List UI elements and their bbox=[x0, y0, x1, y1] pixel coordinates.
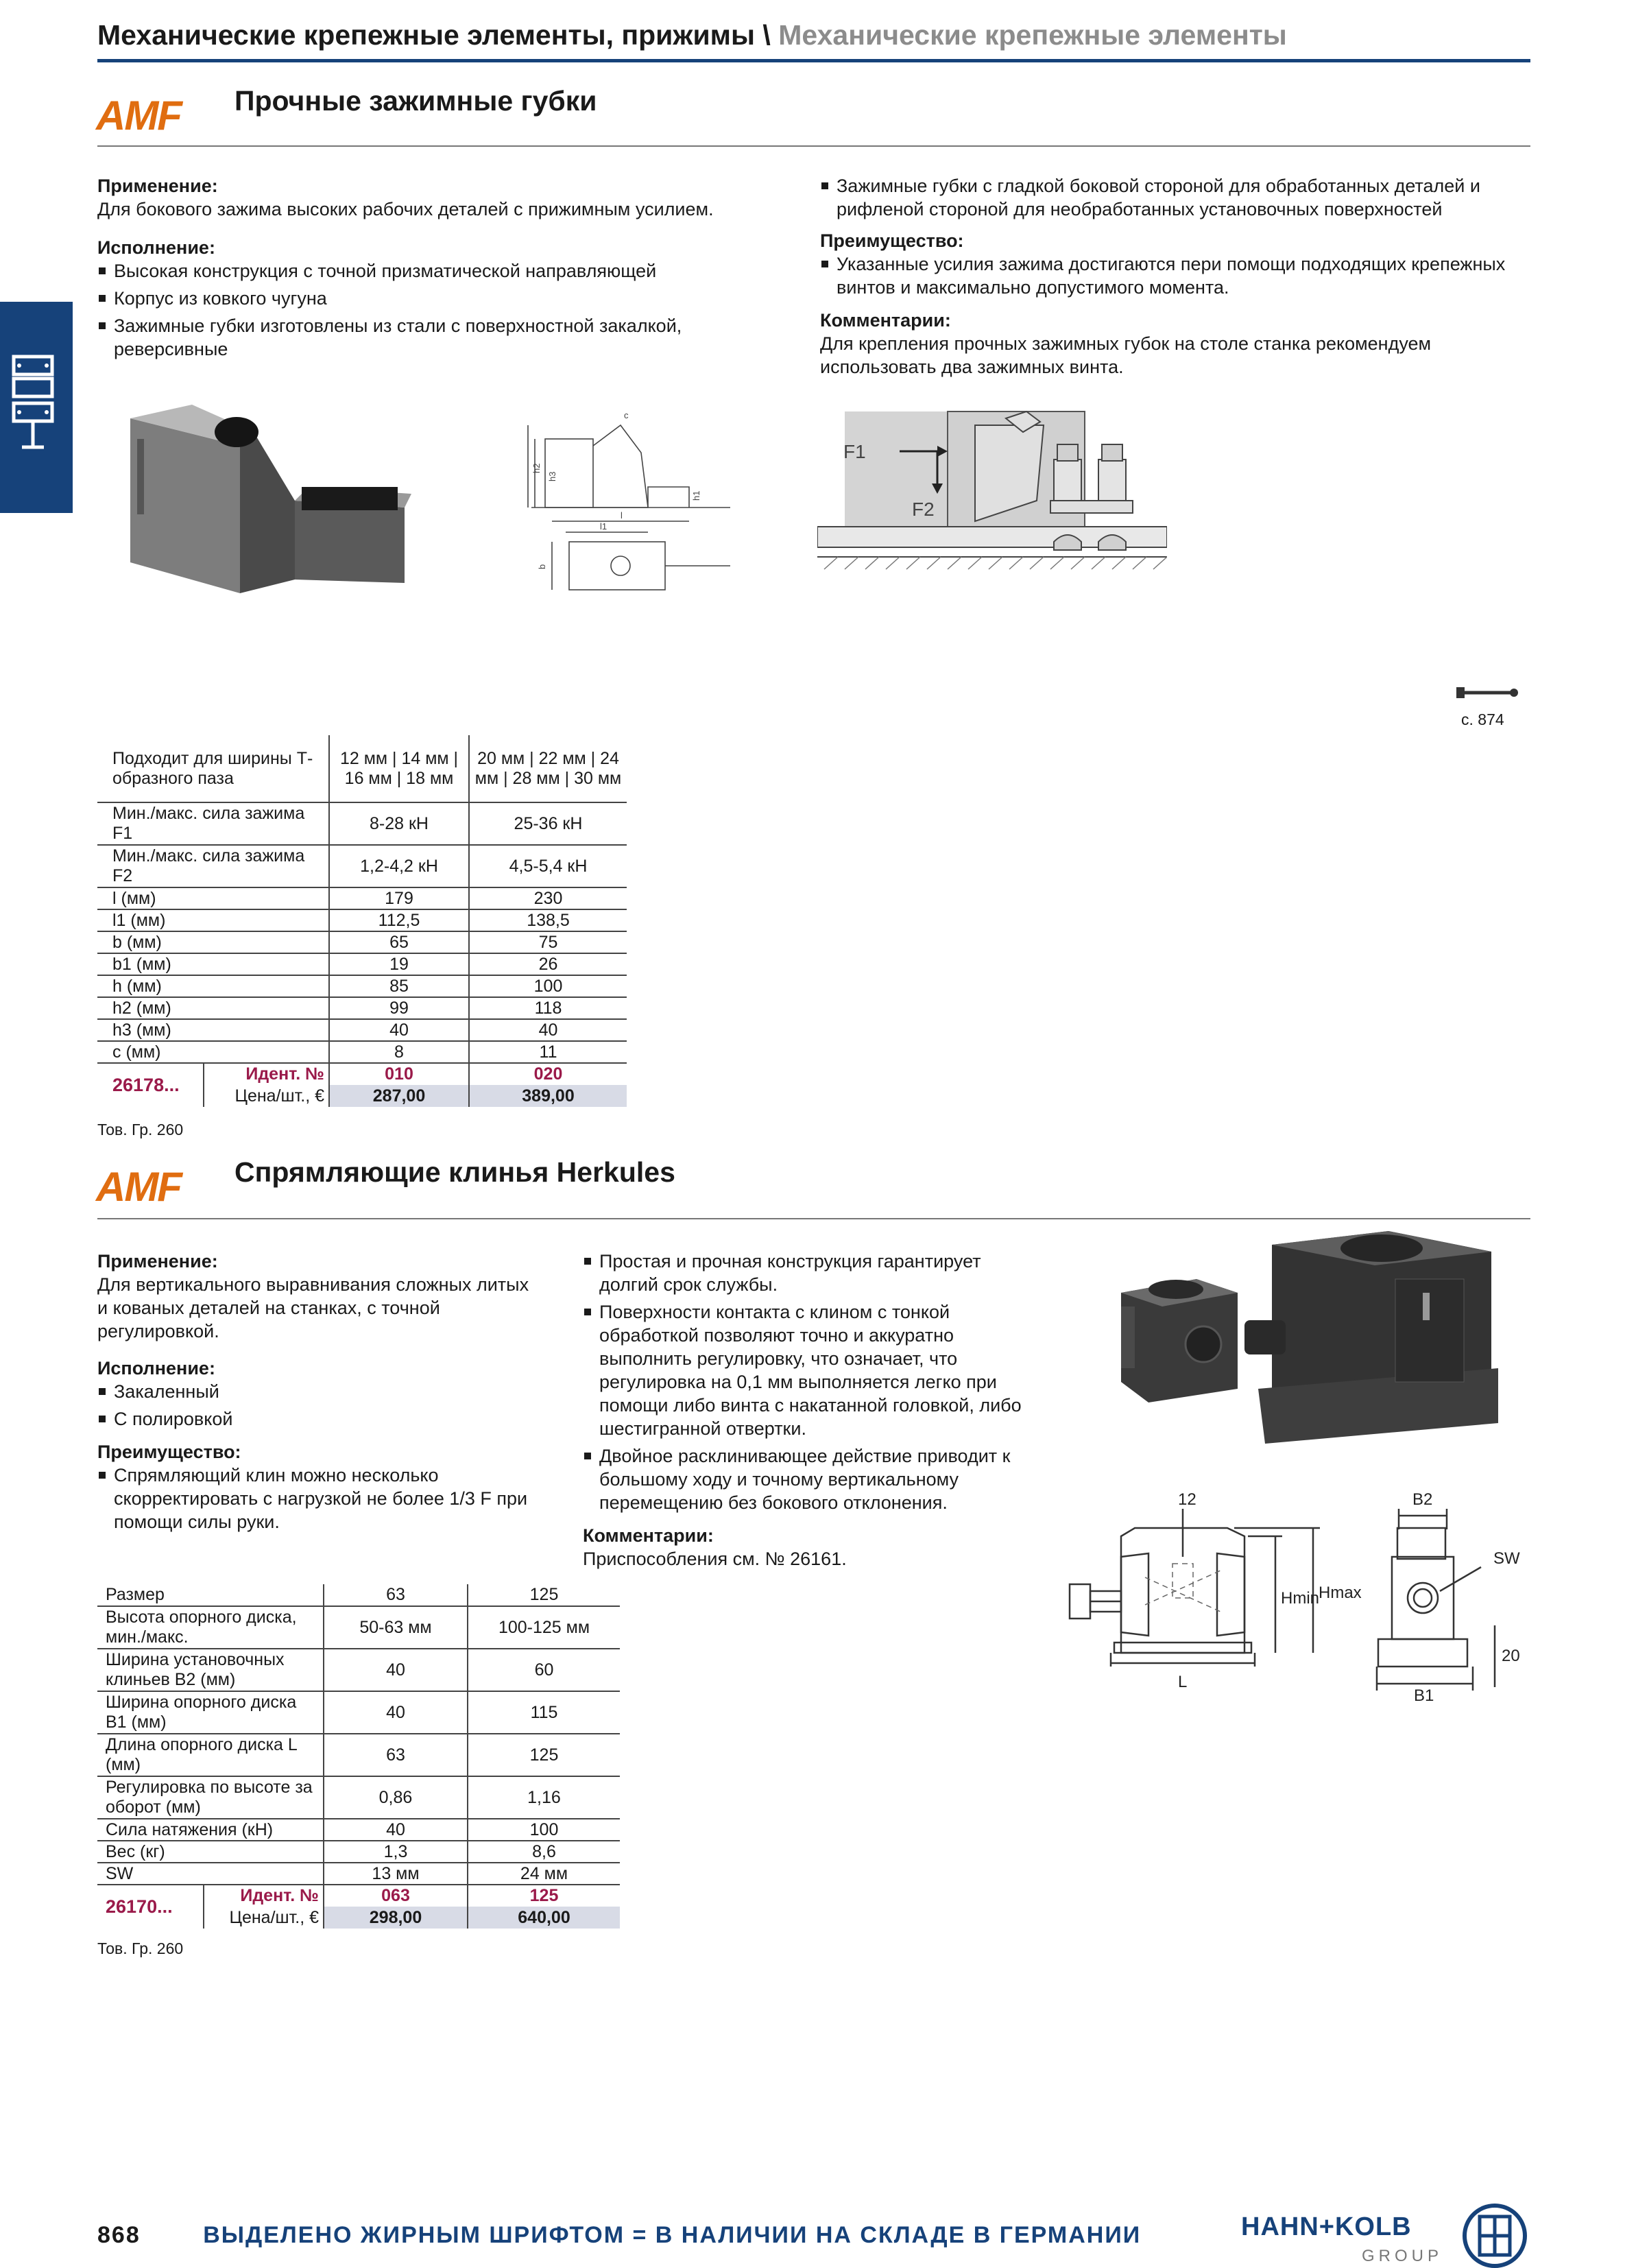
table-cell: 100 bbox=[468, 1819, 620, 1841]
dim-l: L bbox=[1178, 1673, 1188, 1691]
section2-design-heading: Исполнение: bbox=[97, 1358, 215, 1378]
list-item: Зажимные губки изготовлены из стали с поверхностной закалкой, реверсивные bbox=[97, 314, 783, 361]
section1-advantage-list bbox=[820, 252, 1519, 299]
list-item: Закаленный bbox=[97, 1380, 529, 1403]
list-item: Простая и прочная конструкция гарантирует долгий срок службы. bbox=[583, 1250, 1035, 1296]
table-row-id bbox=[97, 1885, 620, 1907]
table-row bbox=[97, 1819, 620, 1841]
section2-advantage-list bbox=[97, 1464, 529, 1533]
table-cell: 65 bbox=[329, 931, 469, 953]
price-value: 298,00 bbox=[324, 1907, 468, 1929]
table-cell: 11 bbox=[469, 1041, 627, 1063]
table-row bbox=[97, 735, 627, 802]
section1-design-list bbox=[97, 259, 783, 361]
table-cell-label: h (мм) bbox=[97, 975, 329, 997]
table-cell: 40 bbox=[324, 1649, 468, 1691]
article-number: 26178... bbox=[97, 1063, 204, 1107]
table-row bbox=[97, 1606, 620, 1649]
table-cell: 125 bbox=[468, 1734, 620, 1776]
dim-hmax: Hmax bbox=[1319, 1584, 1362, 1602]
table-cell-label: Мин./макс. сила зажима F2 bbox=[97, 845, 329, 887]
article-number: 26170... bbox=[97, 1885, 204, 1929]
header-title-main: Механические крепежные элементы, прижимы bbox=[97, 19, 755, 51]
section2-spec-table bbox=[97, 1584, 620, 1929]
table-cell: 179 bbox=[329, 887, 469, 909]
list-item: Указанные усилия зажима достигаются пери помощи подходящих крепежных винтов и максимально допустимого момента. bbox=[820, 252, 1519, 299]
table-cell: 63 bbox=[324, 1734, 468, 1776]
table-cell: 63 bbox=[324, 1584, 468, 1606]
svg-text:l: l bbox=[621, 510, 623, 521]
table-cell: 40 bbox=[469, 1019, 627, 1041]
table-row bbox=[97, 887, 627, 909]
table-cell: 19 bbox=[329, 953, 469, 975]
table-cell-label: Сила натяжения (кН) bbox=[97, 1819, 324, 1841]
clamp-chapter-icon bbox=[0, 302, 73, 513]
table-cell: 1,3 bbox=[324, 1841, 468, 1863]
page-number: 868 bbox=[97, 2222, 141, 2248]
amf-logo: AMF bbox=[96, 1164, 181, 1210]
table-row bbox=[97, 909, 627, 931]
svg-text:c: c bbox=[624, 410, 629, 420]
list-item: Двойное расклинивающее действие приводит к большому ходу и точному вертикальному перемещению без бокового отклонения. bbox=[583, 1444, 1035, 1514]
table-cell-label: Подходит для ширины Т-образного паза bbox=[97, 735, 329, 802]
stock-note: ВЫДЕЛЕНО ЖИРНЫМ ШРИФТОМ = В НАЛИЧИИ НА СКЛАДЕ В ГЕРМАНИИ bbox=[203, 2222, 1142, 2248]
table-cell: 100 bbox=[469, 975, 627, 997]
svg-text:h1: h1 bbox=[691, 490, 701, 501]
table-cell: 26 bbox=[469, 953, 627, 975]
svg-text:h3: h3 bbox=[547, 471, 557, 481]
table-cell-label: c (мм) bbox=[97, 1041, 329, 1063]
price-value: 640,00 bbox=[468, 1907, 620, 1929]
clamping-jaw-drawing bbox=[525, 405, 737, 610]
force-label-f1: F1 bbox=[843, 441, 866, 462]
section2-advantage-heading: Преимущество: bbox=[97, 1442, 241, 1462]
dim-b1: B1 bbox=[1414, 1686, 1434, 1701]
header-title-sub: Механические крепежные элементы bbox=[778, 19, 1287, 51]
table-cell-label: Мин./макс. сила зажима F1 bbox=[97, 802, 329, 845]
table-cell: 0,86 bbox=[324, 1776, 468, 1819]
id-label: Идент. № bbox=[245, 1064, 324, 1084]
table-cell-label: b1 (мм) bbox=[97, 953, 329, 975]
header-separator: \ bbox=[762, 19, 771, 51]
force-diagram bbox=[817, 405, 1167, 597]
table-cell: 125 bbox=[468, 1584, 620, 1606]
page-reference: с. 874 bbox=[1461, 711, 1504, 728]
id-value: 063 bbox=[324, 1885, 468, 1907]
table-cell: 118 bbox=[469, 997, 627, 1019]
list-item: Поверхности контакта с клином с тонкой обработкой позволяют точно и аккуратно выполнить регулировку, что означает, что регулировка на 0,1 мм выполняется легко при помощи либо винта с накатанной головкой, либо шестигранной отвертки. bbox=[583, 1300, 1035, 1440]
table-row bbox=[97, 1863, 620, 1885]
table-row bbox=[97, 953, 627, 975]
section1-comments-text: Для крепления прочных зажимных губок на столе станка рекомендуем использовать два зажимных винта. bbox=[820, 333, 1432, 377]
table-cell: 50-63 мм bbox=[324, 1606, 468, 1649]
section1-design-heading: Исполнение: bbox=[97, 237, 215, 258]
table-cell: 8,6 bbox=[468, 1841, 620, 1863]
table-cell: 8 bbox=[329, 1041, 469, 1063]
dim-b2: B2 bbox=[1412, 1490, 1433, 1509]
company-group: GROUP bbox=[1362, 2247, 1443, 2265]
section1-spec-table bbox=[97, 735, 627, 1107]
hahn-kolb-emblem-icon bbox=[1460, 2201, 1529, 2268]
table-cell-label: Вес (кг) bbox=[97, 1841, 324, 1863]
section1-rule bbox=[97, 145, 1530, 147]
table-cell: 1,2-4,2 кН bbox=[329, 845, 469, 887]
table-cell-label: Ширина опорного диска B1 (мм) bbox=[97, 1691, 324, 1734]
table-cell: 115 bbox=[468, 1691, 620, 1734]
table-row bbox=[97, 1649, 620, 1691]
table-row bbox=[97, 975, 627, 997]
table-row bbox=[97, 1041, 627, 1063]
section1-application-heading: Применение: bbox=[97, 176, 218, 196]
table-cell-label: Размер bbox=[97, 1584, 324, 1606]
list-item: С полировкой bbox=[97, 1407, 529, 1431]
table-row bbox=[97, 1841, 620, 1863]
list-item: Корпус из ковкого чугуна bbox=[97, 287, 783, 310]
leveling-wedge-photo bbox=[1100, 1224, 1498, 1451]
section1-comments-heading: Комментарии: bbox=[820, 310, 951, 331]
svg-text:b: b bbox=[537, 564, 547, 569]
id-value: 125 bbox=[468, 1885, 620, 1907]
section1-right-list bbox=[820, 174, 1519, 221]
section2-left-text bbox=[97, 1250, 529, 1538]
section2-product-group: Тов. Гр. 260 bbox=[97, 1939, 184, 1957]
page-footer bbox=[97, 2222, 1141, 2249]
header-rule bbox=[97, 59, 1530, 62]
table-cell: 40 bbox=[329, 1019, 469, 1041]
table-cell: 75 bbox=[469, 931, 627, 953]
svg-text:l1: l1 bbox=[600, 521, 608, 532]
id-value: 010 bbox=[329, 1063, 469, 1085]
section2-application-heading: Применение: bbox=[97, 1251, 218, 1272]
id-value: 020 bbox=[469, 1063, 627, 1085]
svg-text:h2: h2 bbox=[531, 463, 542, 473]
table-row bbox=[97, 931, 627, 953]
dim-20: 20 bbox=[1502, 1647, 1520, 1665]
section2-application-text: Для вертикального выравнивания сложных литых и кованых деталей на станках, с точной регулировкой. bbox=[97, 1274, 529, 1341]
page-header bbox=[97, 19, 1287, 51]
table-cell: 100-125 мм bbox=[468, 1606, 620, 1649]
table-cell: 13 мм bbox=[324, 1863, 468, 1885]
table-cell: 4,5-5,4 кН bbox=[469, 845, 627, 887]
table-cell: 138,5 bbox=[469, 909, 627, 931]
table-cell-label: l (мм) bbox=[97, 887, 329, 909]
price-label: Цена/шт., € bbox=[229, 1907, 319, 1927]
table-cell-label: Высота опорного диска, мин./макс. bbox=[97, 1606, 324, 1649]
table-cell: 112,5 bbox=[329, 909, 469, 931]
table-cell-label: Регулировка по высоте за оборот (мм) bbox=[97, 1776, 324, 1819]
section2-title: Спрямляющие клинья Herkules bbox=[234, 1156, 675, 1188]
table-cell-label: b (мм) bbox=[97, 931, 329, 953]
table-cell: 1,16 bbox=[468, 1776, 620, 1819]
table-row bbox=[97, 845, 627, 887]
table-cell: 25-36 кН bbox=[469, 802, 627, 845]
table-row bbox=[97, 1584, 620, 1606]
dim-hmin: Hmin bbox=[1281, 1589, 1320, 1608]
section2-comments-text: Приспособления см. № 26161. bbox=[583, 1549, 847, 1569]
table-cell-label: SW bbox=[97, 1863, 324, 1885]
table-cell: 230 bbox=[469, 887, 627, 909]
table-row bbox=[97, 1734, 620, 1776]
dim-sw: SW bbox=[1493, 1549, 1520, 1568]
table-cell: 12 мм | 14 мм | 16 мм | 18 мм bbox=[329, 735, 469, 802]
section2-design-list bbox=[97, 1380, 529, 1431]
dim-12: 12 bbox=[1178, 1490, 1196, 1509]
table-cell: 60 bbox=[468, 1649, 620, 1691]
table-row bbox=[97, 1691, 620, 1734]
table-row-id bbox=[97, 1063, 627, 1085]
table-cell: 8-28 кН bbox=[329, 802, 469, 845]
table-row bbox=[97, 1776, 620, 1819]
leveling-wedge-drawing bbox=[1056, 1488, 1550, 1701]
table-cell: 99 bbox=[329, 997, 469, 1019]
company-name: HAHN+KOLB bbox=[1241, 2212, 1412, 2241]
list-item: Спрямляющий клин можно несколько скорректировать с нагрузкой не более 1/3 F при помощи силы руки. bbox=[97, 1464, 529, 1533]
price-value: 287,00 bbox=[329, 1085, 469, 1107]
id-label: Идент. № bbox=[240, 1886, 319, 1905]
amf-logo: AMF bbox=[96, 93, 181, 139]
bolt-reference-icon bbox=[1454, 684, 1521, 701]
table-cell: 85 bbox=[329, 975, 469, 997]
table-cell-label: Длина опорного диска L (мм) bbox=[97, 1734, 324, 1776]
table-row bbox=[97, 802, 627, 845]
section1-title: Прочные зажимные губки bbox=[234, 85, 597, 117]
table-cell: 40 bbox=[324, 1819, 468, 1841]
table-cell: 24 мм bbox=[468, 1863, 620, 1885]
section2-mid-list bbox=[583, 1250, 1035, 1514]
table-cell: 40 bbox=[324, 1691, 468, 1734]
list-item: Высокая конструкция с точной призматической направляющей bbox=[97, 259, 783, 283]
table-row bbox=[97, 1019, 627, 1041]
table-cell: 20 мм | 22 мм | 24 мм | 28 мм | 30 мм bbox=[469, 735, 627, 802]
table-cell-label: Ширина установочных клиньев B2 (мм) bbox=[97, 1649, 324, 1691]
clamping-jaw-photo bbox=[123, 405, 418, 604]
section2-mid-text bbox=[583, 1250, 1035, 1571]
list-item: Зажимные губки с гладкой боковой стороной для обработанных деталей и рифленой стороной для необработанных установочных поверхностей bbox=[820, 174, 1519, 221]
section2-comments-heading: Комментарии: bbox=[583, 1525, 714, 1546]
section1-application-text: Для бокового зажима высоких рабочих деталей с прижимным усилием. bbox=[97, 199, 714, 219]
section2-rule bbox=[97, 1218, 1530, 1219]
section1-right-text bbox=[820, 174, 1519, 379]
price-value: 389,00 bbox=[469, 1085, 627, 1107]
table-row bbox=[97, 997, 627, 1019]
section1-left-text bbox=[97, 174, 783, 365]
chapter-side-tab bbox=[0, 302, 73, 513]
table-cell-label: h3 (мм) bbox=[97, 1019, 329, 1041]
table-cell-label: l1 (мм) bbox=[97, 909, 329, 931]
table-cell-label: h2 (мм) bbox=[97, 997, 329, 1019]
section1-advantage-heading: Преимущество: bbox=[820, 230, 964, 251]
price-label: Цена/шт., € bbox=[234, 1086, 324, 1106]
section1-product-group: Тов. Гр. 260 bbox=[97, 1121, 184, 1138]
force-label-f2: F2 bbox=[912, 499, 935, 520]
